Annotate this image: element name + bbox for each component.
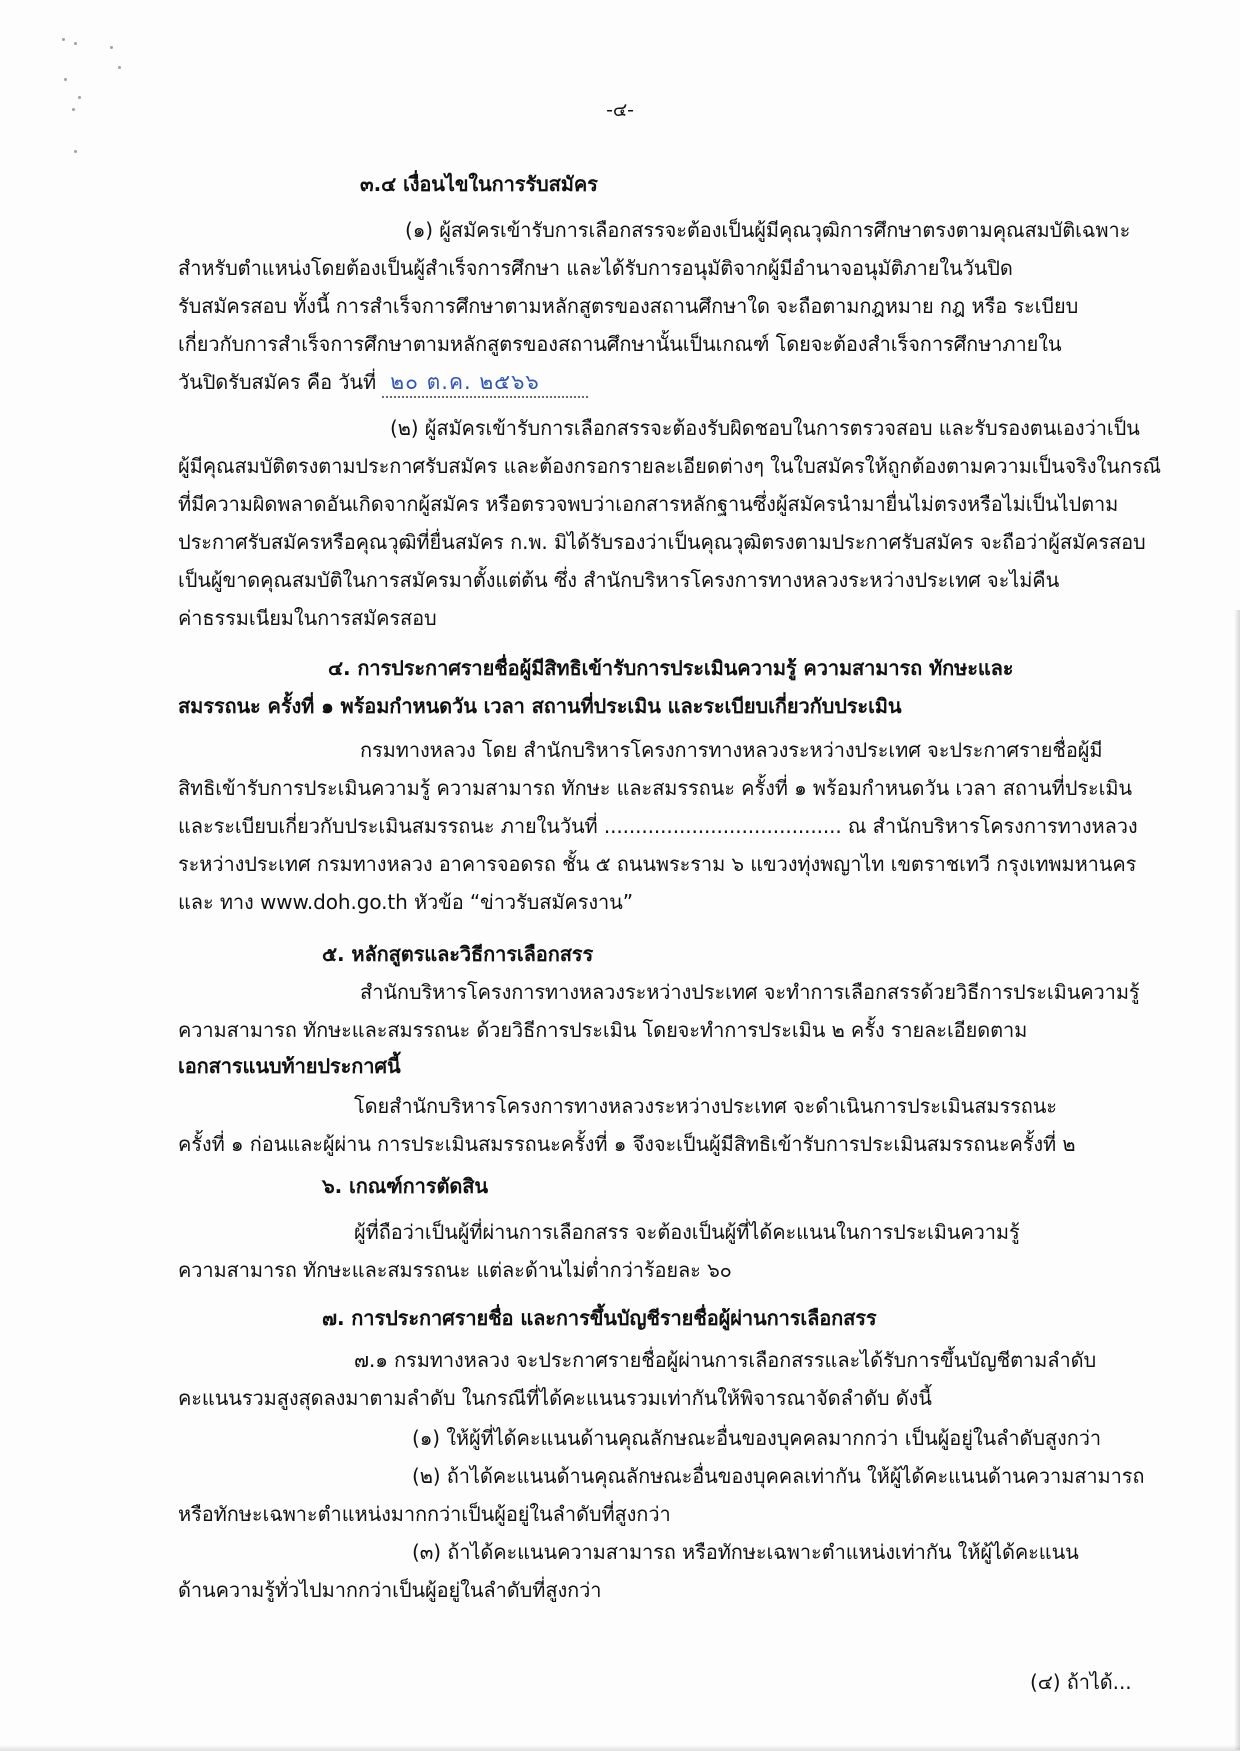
section-3-4-para2-line3: ที่มีความผิดพลาดอันเกิดจากผู้สมัคร หรือตรวจพบว่าเอกสารหลักฐานซึ่งผู้สมัครนำมายื่นไม่ตรงหรือไม่เป็นไปตาม (178, 492, 1119, 516)
section-7-item-3-line2: ด้านความรู้ทั่วไปมากกว่าเป็นผู้อยู่ในลำดับที่สูงกว่า (178, 1578, 602, 1602)
section-6-heading: ๖. เกณฑ์การตัดสิน (322, 1174, 488, 1198)
section-5-heading: ๕. หลักสูตรและวิธีการเลือกสรร (322, 942, 594, 966)
scan-speck (64, 78, 67, 81)
scan-speck (110, 46, 113, 49)
section-3-4-para2-line1: (๒) ผู้สมัครเข้ารับการเลือกสรรจะต้องรับผิดชอบในการตรวจสอบ และรับรองตนเองว่าเป็น (390, 416, 1140, 440)
section-7-item-2-line1: (๒) ถ้าได้คะแนนด้านคุณลักษณะอื่นของบุคคลเท่ากัน ให้ผู้ได้คะแนนด้านความสามารถ (412, 1464, 1145, 1488)
section-7-body-line1: ๗.๑ กรมทางหลวง จะประกาศรายชื่อผู้ผ่านการเลือกสรรและได้รับการขึ้นบัญชีตามลำดับ (354, 1348, 1097, 1372)
section-4-body-line4: ระหว่างประเทศ กรมทางหลวง อาคารจอดรถ ชั้น ๕ ถนนพระราม ๖ แขวงทุ่งพญาไท เขตราชเทวี กรุงเทพมหานคร (178, 852, 1137, 876)
scan-speck (74, 42, 77, 45)
section-5-body1-line2: ความสามารถ ทักษะและสมรรถนะ ด้วยวิธีการประเมิน โดยจะทำการประเมิน ๒ ครั้ง รายละเอียดตาม (178, 1018, 1028, 1042)
page-number: -๔- (606, 99, 634, 121)
section-4-body-line3: และระเบียบเกี่ยวกับประเมินสมรรถนะ ภายในวันที่ ...................................... ณ สำนักบริหารโครงการทางหลวง (178, 814, 1138, 838)
section-4-heading-line1: ๔. การประกาศรายชื่อผู้มีสิทธิเข้ารับการประเมินความรู้ ความสามารถ ทักษะและ (328, 656, 1014, 680)
continuation-text: (๔) ถ้าได้... (1030, 1670, 1132, 1694)
closing-date-label: วันปิดรับสมัคร คือ วันที่ (178, 370, 377, 394)
section-4-body-line2: สิทธิเข้ารับการประเมินความรู้ ความสามารถ ทักษะ และสมรรถนะ ครั้งที่ ๑ พร้อมกำหนดวัน เวลา สถานที่ประเมิน (178, 776, 1132, 800)
scan-speck (62, 38, 65, 41)
section-3-4-heading: ๓.๔ เงื่อนไขในการรับสมัคร (360, 172, 598, 196)
section-3-4-para1-line3: รับสมัครสอบ ทั้งนี้ การสำเร็จการศึกษาตามหลักสูตรของสถานศึกษาใด จะถือตามกฎหมาย กฎ หรือ ระเบียบ (178, 294, 1079, 318)
section-3-4-para2-line6: ค่าธรรมเนียมในการสมัครสอบ (178, 606, 437, 630)
section-6-body-line1: ผู้ที่ถือว่าเป็นผู้ที่ผ่านการเลือกสรร จะต้องเป็นผู้ที่ได้คะแนนในการประเมินความรู้ (354, 1220, 1020, 1244)
section-5-body2-line2: ครั้งที่ ๑ ก่อนและผู้ผ่าน การประเมินสมรรถนะครั้งที่ ๑ จึงจะเป็นผู้มีสิทธิเข้ารับการประเมินสมรรถนะครั้งที่ ๒ (178, 1132, 1076, 1156)
section-3-4-para2-line2: ผู้มีคุณสมบัติตรงตามประกาศรับสมัคร และต้องกรอกรายละเอียดต่างๆ ในใบสมัครให้ถูกต้องตามความเป็นจริงในกรณี (178, 454, 1161, 478)
scan-shadow-right (1234, 610, 1240, 1750)
section-7-body-line2: คะแนนรวมสูงสุดลงมาตามลำดับ ในกรณีที่ได้คะแนนรวมเท่ากันให้พิจารณาจัดลำดับ ดังนี้ (178, 1386, 932, 1410)
section-4-body-line1: กรมทางหลวง โดย สำนักบริหารโครงการทางหลวงระหว่างประเทศ จะประกาศรายชื่อผู้มี (360, 738, 1103, 762)
closing-date-line (178, 370, 588, 398)
section-3-4-para2-line5: เป็นผู้ขาดคุณสมบัติในการสมัครมาตั้งแต่ต้น ซึ่ง สำนักบริหารโครงการทางหลวงระหว่างประเทศ จะไม่คืน (178, 568, 1060, 592)
section-6-body-line2: ความสามารถ ทักษะและสมรรถนะ แต่ละด้านไม่ต่ำกว่าร้อยละ ๖๐ (178, 1258, 732, 1282)
scan-speck (118, 66, 121, 69)
scan-shadow-bottom (0, 1745, 1240, 1751)
section-3-4-para2-line4: ประกาศรับสมัครหรือคุณวุฒิที่ยื่นสมัคร ก.พ. มิได้รับรองว่าเป็นคุณวุฒิตรงตามประกาศรับสมัคร จะถือว่าผู้สมัครสอบ (178, 530, 1146, 554)
section-4-body-line5: และ ทาง www.doh.go.th หัวข้อ “ข่าวรับสมัครงาน” (178, 890, 633, 914)
section-4-heading-line2: สมรรถนะ ครั้งที่ ๑ พร้อมกำหนดวัน เวลา สถานที่ประเมิน และระเบียบเกี่ยวกับประเมิน (178, 694, 902, 718)
closing-date-handwritten: ๒๐ ต.ค. ๒๕๖๖ (382, 370, 588, 398)
section-5-body1-bold: เอกสารแนบท้ายประกาศนี้ (178, 1054, 401, 1078)
section-7-heading: ๗. การประกาศรายชื่อ และการขึ้นบัญชีรายชื่อผู้ผ่านการเลือกสรร (322, 1306, 877, 1330)
section-3-4-para1-line2: สำหรับตำแหน่งโดยต้องเป็นผู้สำเร็จการศึกษา และได้รับการอนุมัติจากผู้มีอำนาจอนุมัติภายในวันปิด (178, 256, 1013, 280)
section-5-body2-line1: โดยสำนักบริหารโครงการทางหลวงระหว่างประเทศ จะดำเนินการประเมินสมรรถนะ (354, 1094, 1057, 1118)
section-7-item-1: (๑) ให้ผู้ที่ได้คะแนนด้านคุณลักษณะอื่นของบุคคลมากกว่า เป็นผู้อยู่ในลำดับสูงกว่า (412, 1426, 1101, 1450)
section-3-4-para1-line1: (๑) ผู้สมัครเข้ารับการเลือกสรรจะต้องเป็นผู้มีคุณวุฒิการศึกษาตรงตามคุณสมบัติเฉพาะ (405, 218, 1131, 242)
scan-speck (74, 150, 77, 153)
section-3-4-para1-line4: เกี่ยวกับการสำเร็จการศึกษาตามหลักสูตรของสถานศึกษานั้นเป็นเกณฑ์ โดยจะต้องสำเร็จการศึกษาภายใน (178, 332, 1062, 356)
section-5-body1-line1: สำนักบริหารโครงการทางหลวงระหว่างประเทศ จะทำการเลือกสรรด้วยวิธีการประเมินความรู้ (360, 980, 1140, 1004)
section-7-item-2-line2: หรือทักษะเฉพาะตำแหน่งมากกว่าเป็นผู้อยู่ในลำดับที่สูงกว่า (178, 1502, 671, 1526)
section-7-item-3-line1: (๓) ถ้าได้คะแนนความสามารถ หรือทักษะเฉพาะตำแหน่งเท่ากัน ให้ผู้ได้คะแนน (412, 1540, 1079, 1564)
